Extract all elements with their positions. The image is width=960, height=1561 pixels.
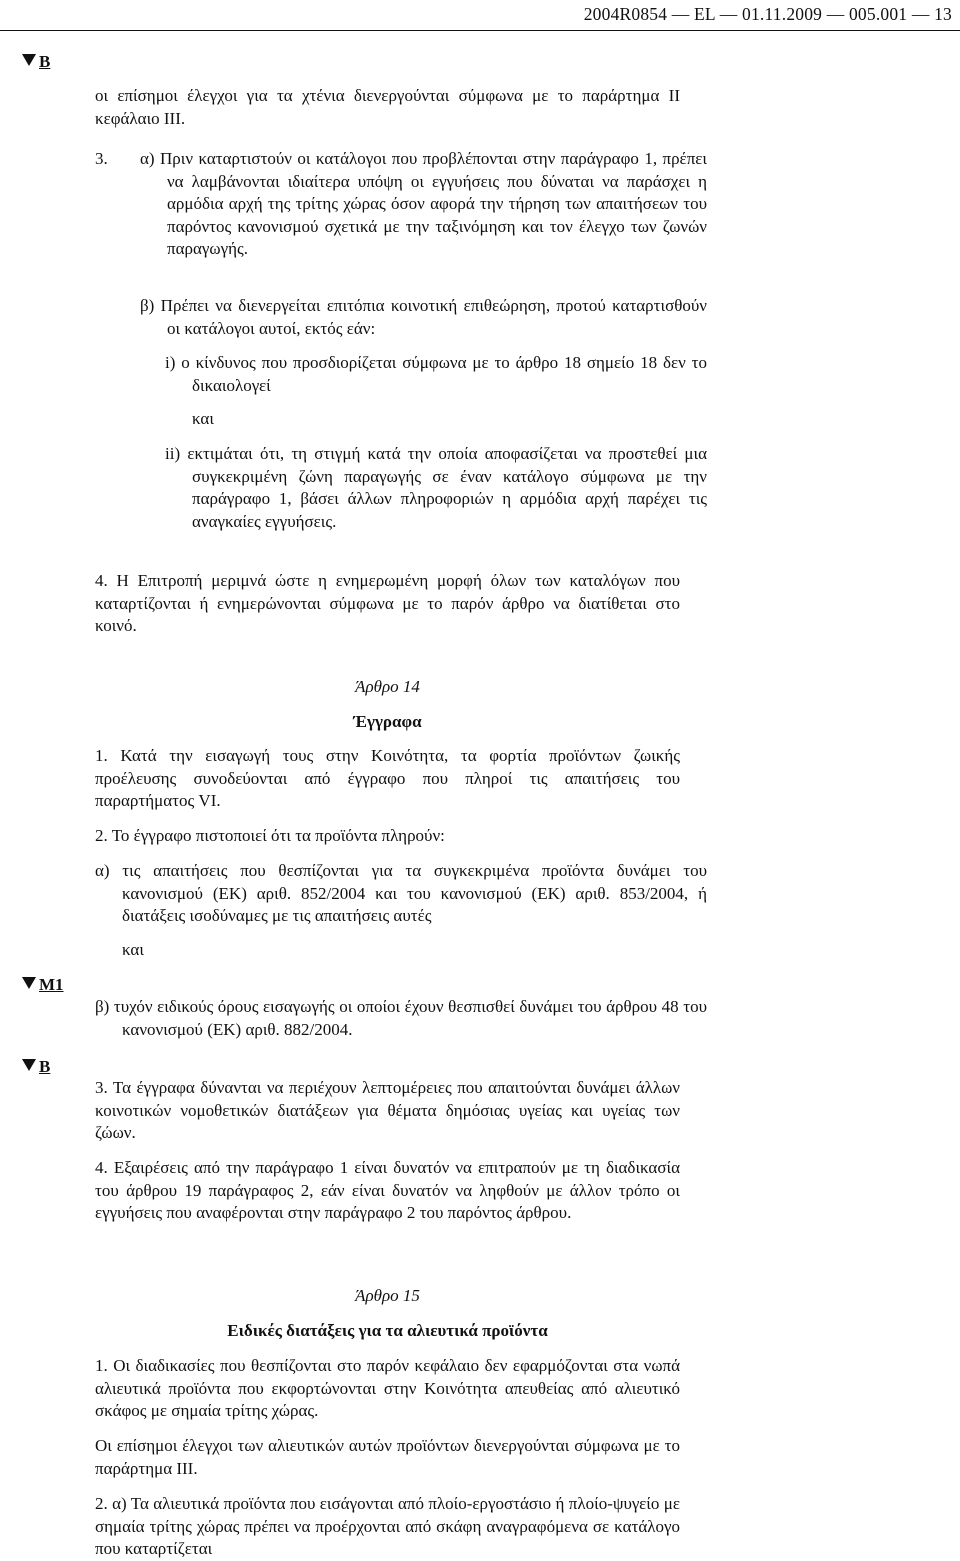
triangle-down-icon bbox=[22, 54, 36, 66]
paragraph-3-b-ii: ii) εκτιμάται ότι, τη στιγμή κατά την οποία αποφασίζεται να προστεθεί μια συγκεκριμένη ζώνη παραγωγής σε έναν κατάλογο σύμφωνα με την παράγραφο 1, βάσει άλλων πληροφοριών η αρμόδια αρχή παρέχει τις αναγκαίες εγγυήσεις. bbox=[165, 444, 707, 531]
amendment-marker-b bbox=[22, 52, 50, 72]
article-14-paragraph-2-b: β) τυχόν ειδικούς όρους εισαγωγής οι οποίοι έχουν θεσπισθεί δυνάμει του άρθρου 48 του κανονισμού (ΕΚ) αριθ. 882/2004. bbox=[95, 997, 707, 1039]
article-15-paragraph-2: 2. α) Τα αλιευτικά προϊόντα που εισάγονται από πλοίο-εργοστάσιο ή πλοίο-ψυγείο με σημαία τρίτης χώρας πρέπει να προέρχονται από σκάφη αναγραφόμενα σε κατάλογο που καταρτίζεται bbox=[95, 1494, 680, 1558]
document-header: 2004R0854 — EL — 01.11.2009 — 005.001 — 13 bbox=[583, 4, 952, 24]
conjunction-kai-2: και bbox=[122, 940, 144, 959]
article-14-paragraph-2-a: α) τις απαιτήσεις που θεσπίζονται για τα συγκεκριμένα προϊόντα δυνάμει του κανονισμού (ΕΚ) αριθ. 852/2004 και του κανονισμού (ΕΚ) αριθ. 853/2004, ή διατάξεις ισοδύναμες με τις απαιτήσεις αυτές bbox=[95, 861, 707, 925]
article-15-paragraph-1: 1. Οι διαδικασίες που θεσπίζονται στο παρόν κεφάλαιο δεν εφαρμόζονται στα νωπά αλιευτικά προϊόντα που εκφορτώνονται στην Κοινότητα απευθείας από αλιευτικό σκάφος με σημαία τρίτης χώρας. bbox=[95, 1356, 680, 1420]
amendment-marker-m1 bbox=[22, 975, 64, 995]
marker-code: B bbox=[39, 1057, 51, 1076]
paragraph-number-3: 3. bbox=[95, 149, 108, 168]
paragraph-3-b: β) Πρέπει να διενεργείται επιτόπια κοινοτική επιθεώρηση, προτού καταρτισθούν οι κατάλογοι αυτοί, εκτός εάν: bbox=[140, 296, 707, 338]
marker-code: M1 bbox=[39, 975, 64, 994]
paragraph-4: 4. Η Επιτροπή μεριμνά ώστε η ενημερωμένη μορφή όλων των καταλόγων που καταρτίζονται ή ενημερώνονται σύμφωνα με το παρόν άρθρο να διατίθεται στο κοινό. bbox=[95, 571, 680, 635]
article-15-number: Άρθρο 15 bbox=[355, 1286, 420, 1305]
amendment-marker-b-2 bbox=[22, 1057, 50, 1077]
paragraph-intro: οι επίσημοι έλεγχοι για τα χτένια διενεργούνται σύμφωνα με το παράρτημα II κεφάλαιο III. bbox=[95, 86, 680, 128]
conjunction-kai: και bbox=[192, 409, 214, 428]
paragraph-3-b-i: i) ο κίνδυνος που προσδιορίζεται σύμφωνα με το άρθρο 18 σημείο 18 δεν το δικαιολογεί bbox=[165, 353, 707, 395]
article-14-number: Άρθρο 14 bbox=[355, 677, 420, 696]
paragraph-3-a: α) Πριν καταρτιστούν οι κατάλογοι που προβλέπονται στην παράγραφο 1, πρέπει να λαμβάνονται ιδιαίτερα υπόψη οι εγγυήσεις που δύναται να παράσχει η αρμόδια αρχή της τρίτης χώρας όσον αφορά την τήρηση των απαιτήσεων του παρόντος κανονισμού σχετικά με την ταξινόμηση και τον έλεγχο των ζωνών παραγωγής. bbox=[140, 149, 707, 258]
article-15-title: Ειδικές διατάξεις για τα αλιευτικά προϊόντα bbox=[227, 1321, 548, 1340]
article-14-paragraph-1: 1. Κατά την εισαγωγή τους στην Κοινότητα, τα φορτία προϊόντων ζωικής προέλευσης συνοδεύονται από έγγραφο που πληροί τις απαιτήσεις του παραρτήματος VI. bbox=[95, 746, 680, 810]
article-14-paragraph-3: 3. Τα έγγραφα δύνανται να περιέχουν λεπτομέρειες που απαιτούνται δυνάμει άλλων κοινοτικών νομοθετικών διατάξεων για θέματα δημόσιας υγείας και υγείας των ζώων. bbox=[95, 1078, 680, 1142]
marker-code: B bbox=[39, 52, 51, 71]
article-14-paragraph-2: 2. Το έγγραφο πιστοποιεί ότι τα προϊόντα πληρούν: bbox=[95, 826, 445, 845]
triangle-down-icon bbox=[22, 977, 36, 989]
header-rule bbox=[0, 30, 960, 31]
article-14-paragraph-4: 4. Εξαιρέσεις από την παράγραφο 1 είναι δυνατόν να επιτραπούν με τη διαδικασία του άρθρου 19 παράγραφος 2, εάν είναι δυνατόν να ληφθούν με άλλον τρόπο οι εγγυήσεις που αναφέρονται στην παράγραφο 2 του παρόντος άρθρου. bbox=[95, 1158, 680, 1222]
article-15-paragraph-1-b: Οι επίσημοι έλεγχοι των αλιευτικών αυτών προϊόντων διενεργούνται σύμφωνα με το παράρτημα III. bbox=[95, 1436, 680, 1478]
article-14-title: Έγγραφα bbox=[353, 712, 422, 731]
triangle-down-icon bbox=[22, 1059, 36, 1071]
